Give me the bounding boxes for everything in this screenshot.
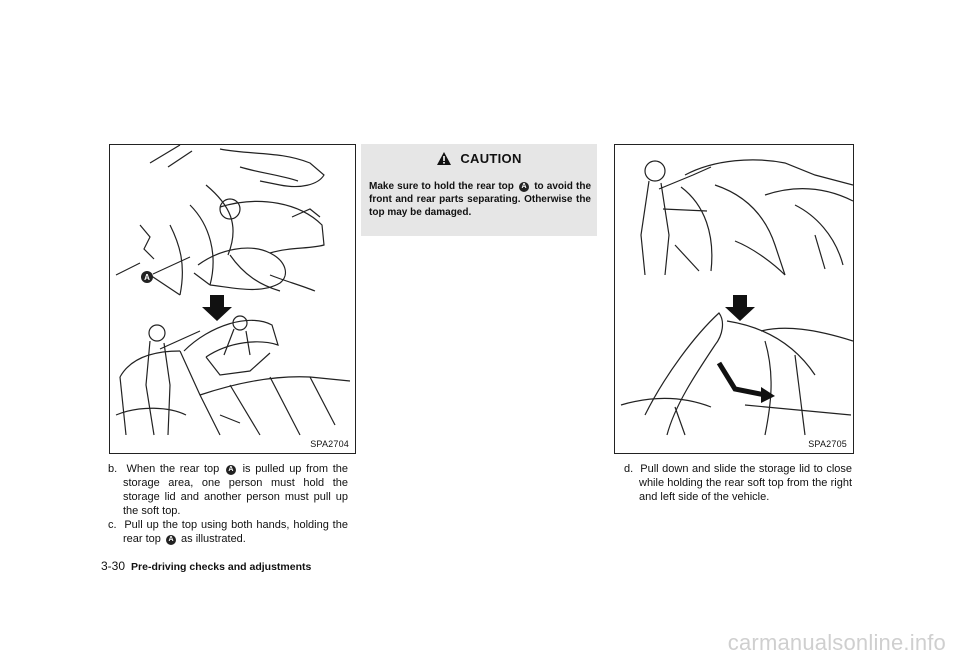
figure-code: SPA2704	[310, 439, 349, 449]
step-text-before: When the rear top	[126, 463, 220, 475]
rear-top-illustration	[110, 145, 355, 453]
figure-code: SPA2705	[808, 439, 847, 449]
down-arrow-icon	[725, 295, 755, 321]
warning-triangle-icon	[436, 151, 452, 166]
callout-badge-icon: A	[226, 465, 236, 475]
step-text-before: Pull up the top using both hands, holding the rear top	[123, 519, 348, 545]
step-text-after: is pulled up from the storage area, one person must hold the storage lid and another person must pull up the soft top.	[123, 463, 349, 517]
step-marker: d.	[624, 463, 634, 475]
step-text-after: as illustrated.	[181, 533, 246, 545]
step-marker: b.	[108, 463, 118, 475]
step-c	[108, 518, 348, 546]
section-title: Pre-driving checks and adjustments	[131, 561, 312, 573]
down-arrow-icon	[202, 295, 232, 321]
caution-text-after: to avoid the front and rear parts separating. Otherwise the top may be damaged.	[369, 181, 592, 218]
step-marker: c.	[108, 519, 117, 531]
figure-spa2705	[614, 144, 854, 454]
caution-text-before: Make sure to hold the rear top	[369, 181, 514, 192]
slide-arrow-icon	[719, 363, 775, 403]
watermark: carmanualsonline.info	[727, 630, 946, 655]
svg-text:A: A	[144, 273, 150, 282]
step-d	[624, 462, 852, 504]
caution-box	[361, 144, 597, 236]
page-footer	[101, 559, 311, 573]
callout-badge-icon: A	[519, 182, 529, 192]
caution-title: CAUTION	[460, 150, 522, 166]
figure-spa2704	[109, 144, 356, 454]
step-text: Pull down and slide the storage lid to close while holding the rear soft top from the right and left side of the vehicle.	[639, 463, 852, 503]
callout-badge-icon: A	[166, 535, 176, 545]
page-number: 3-30	[101, 559, 126, 573]
caution-header	[361, 144, 597, 172]
caution-text	[369, 180, 591, 219]
step-b	[108, 462, 348, 518]
storage-lid-illustration	[615, 145, 853, 453]
